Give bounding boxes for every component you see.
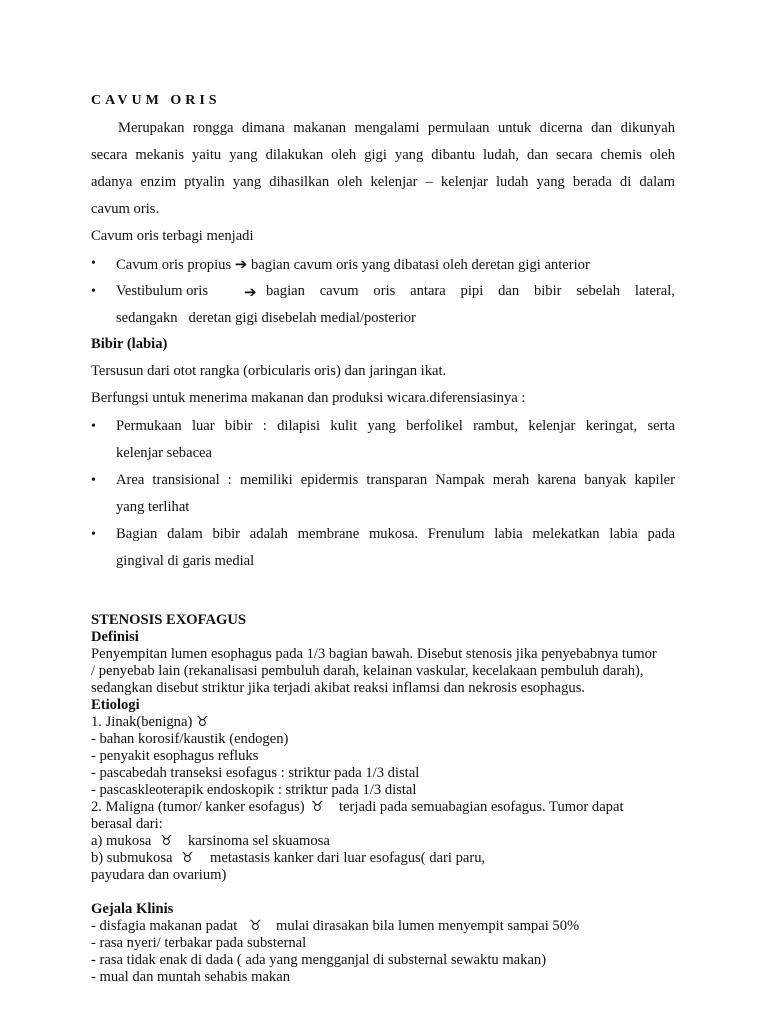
jinak-item-3: - pascabedah transeksi esofagus : striktur pada 1/3 distal	[91, 765, 420, 781]
division-desc-2: bagian cavum oris antara pipi dan bibir sebelah lateral,	[266, 283, 675, 299]
bullet-icon: •	[91, 284, 96, 299]
division-heading: Cavum oris terbagi menjadi	[91, 228, 254, 244]
taurus-icon: ♉	[160, 833, 173, 849]
bibir-bullet-3: Bagian dalam bibir adalah membrane mukosa. Frenulum labia melekatkan labia pada	[116, 526, 675, 542]
arrow-right-icon: ➔	[234, 255, 248, 273]
gejala-item-4: - mual dan muntah sehabis makan	[91, 969, 290, 985]
gejala-item-3: - rasa tidak enak di dada ( ada yang mengganjal di substernal sewaktu makan)	[91, 952, 547, 968]
bibir-bullet-1-cont: kelenjar sebacea	[116, 445, 213, 461]
bullet-icon: •	[91, 527, 96, 542]
jinak-line	[91, 714, 209, 731]
jinak-label: 1. Jinak(benigna)	[91, 714, 193, 730]
gejala-item-2: - rasa nyeri/ terbakar pada substernal	[91, 935, 307, 951]
mukosa-desc: karsinoma sel skuamosa	[188, 833, 330, 849]
maligna-cont: berasal dari:	[91, 816, 163, 832]
bibir-bullet-1: Permukaan luar bibir : dilapisi kulit yang berfolikel rambut, kelenjar keringat, serta	[116, 418, 675, 434]
bibir-bullet-2: Area transisional : memiliki epidermis transparan Nampak merah karena banyak kapiler	[116, 472, 675, 488]
gejala-item-1: - disfagia makanan padat	[91, 918, 238, 934]
bullet-icon: •	[91, 419, 96, 434]
taurus-icon: ♉	[181, 850, 194, 866]
division-desc-2-cont: sedangakn deretan gigi disebelah medial/posterior	[116, 310, 416, 326]
bullet-icon: •	[91, 473, 96, 488]
gejala-heading: Gejala Klinis	[91, 901, 174, 917]
division-item-1	[116, 255, 590, 274]
definisi-line-3: sedangkan disebut striktur jika terjadi akibat reaksi inflamsi dan nekrosis esophagus.	[91, 680, 586, 696]
bibir-bullet-3-cont: gingival di garis medial	[116, 553, 255, 569]
definisi-heading: Definisi	[91, 629, 139, 645]
section-title-cavum-oris: CAVUM ORIS	[91, 93, 221, 108]
mukosa-label: a) mukosa	[91, 833, 152, 849]
maligna-desc: terjadi pada semuabagian esofagus. Tumor dapat	[339, 799, 624, 815]
definisi-line-2: / penyebab lain (rekanalisasi pembuluh darah, kelainan vaskular, kecelakaan pembuluh darah),	[91, 663, 644, 679]
definisi-line-1: Penyempitan lumen esophagus pada 1/3 bagian bawah. Disebut stenosis jika penyebabnya tumor	[91, 646, 657, 662]
division-term: Cavum oris propius	[116, 257, 232, 273]
bibir-line-2: Berfungsi untuk menerima makanan dan produksi wicara.diferensiasinya :	[91, 390, 526, 406]
jinak-item-1: - bahan korosif/kaustik (endogen)	[91, 731, 289, 747]
gejala-item-1-desc: mulai dirasakan bila lumen menyempit sampai 50%	[276, 918, 580, 934]
division-term-2: Vestibulum oris	[116, 283, 209, 299]
submukosa-label: b) submukosa	[91, 850, 173, 866]
intro-line-1: Merupakan rongga dimana makanan mengalami permulaan untuk dicerna dan dikunyah	[118, 120, 675, 136]
taurus-icon: ♉	[249, 918, 262, 934]
etiologi-heading: Etiologi	[91, 697, 140, 713]
division-desc: bagian cavum oris yang dibatasi oleh deretan gigi anterior	[251, 257, 590, 273]
bibir-bullet-2-cont: yang terlihat	[116, 499, 190, 515]
bibir-heading: Bibir (labia)	[91, 336, 168, 352]
bullet-icon: •	[91, 256, 96, 271]
intro-line-4: cavum oris.	[91, 201, 160, 217]
intro-line-2: secara mekanis yaitu yang dilakukan oleh gigi yang dibantu ludah, dan secara chemis oleh	[91, 147, 675, 163]
arrow-right-icon: ➔	[244, 283, 257, 301]
submukosa-cont: payudara dan ovarium)	[91, 867, 227, 883]
taurus-icon: ♉	[195, 714, 209, 730]
taurus-icon: ♉	[311, 799, 324, 815]
intro-line-3: adanya enzim ptyalin yang dihasilkan oleh kelenjar – kelenjar ludah yang berada di dalam	[91, 174, 675, 190]
section-title-stenosis: STENOSIS EXOFAGUS	[91, 612, 247, 628]
jinak-item-2: - penyakit esophagus refluks	[91, 748, 259, 764]
bibir-line-1: Tersusun dari otot rangka (orbicularis oris) dan jaringan ikat.	[91, 363, 447, 379]
maligna-label: 2. Maligna (tumor/ kanker esofagus)	[91, 799, 305, 815]
jinak-item-4: - pascaskleoterapik endoskopik : striktur pada 1/3 distal	[91, 782, 417, 798]
submukosa-desc: metastasis kanker dari luar esofagus( dari paru,	[210, 850, 486, 866]
